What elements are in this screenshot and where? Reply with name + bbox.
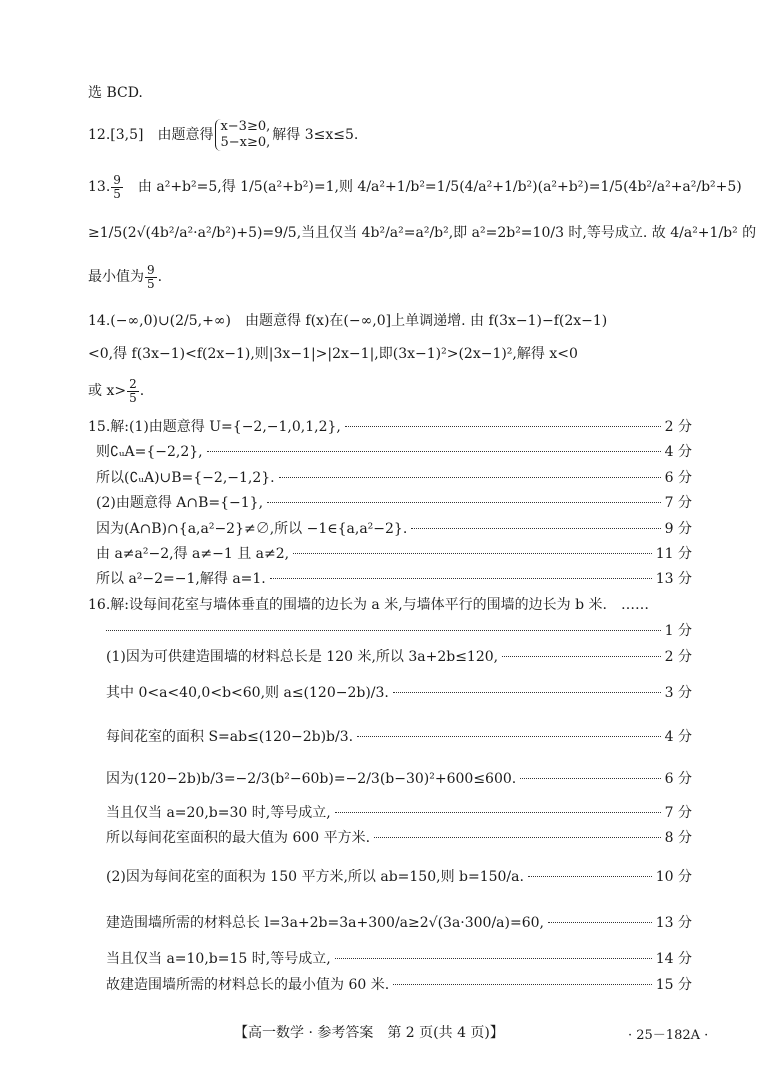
q16-row: (2)因为每间花室的面积为 150 平方米,所以 ab=150,则 b=150/a. 10 分 bbox=[106, 869, 692, 885]
q15-row: 所以 a²−2=−1,解得 a=1. 13 分 bbox=[96, 571, 692, 587]
q16-row: 当且仅当 a=10,b=15 时,等号成立, 14 分 bbox=[106, 951, 692, 967]
q14-line-3: 或 x> $\frac{2}{5}$ . bbox=[88, 376, 145, 405]
q12-line: 12.[3,5] 由题意得 x−3≥0, 5−x≥0, 解得 3≤x≤5. bbox=[88, 119, 359, 150]
q15-row: 由 a≠a²−2,得 a≠−1 且 a≠2, 11 分 bbox=[96, 546, 692, 562]
q15-row: 则∁ᵤA={−2,2}, 4 分 bbox=[96, 444, 692, 460]
q16-intro: 16.解:设每间花室与墙体垂直的围墙的边长为 a 米,与墙体平行的围墙的边长为 b 米. …… bbox=[88, 597, 649, 613]
q16-row: 因为(120−2b)b/3=−2/3(b²−60b)=−2/3(b−30)²+600≤600. 6 分 bbox=[106, 771, 692, 787]
fraction: $\frac{9}{5}$ bbox=[147, 262, 155, 291]
q15-row: 因为(A∩B)∩{a,a²−2}≠∅,所以 −1∈{a,a²−2}. 9 分 bbox=[96, 521, 692, 537]
fraction: $\frac{2}{5}$ bbox=[129, 376, 137, 405]
q16-row: 1 分 bbox=[106, 622, 692, 640]
equation-system: x−3≥0, 5−x≥0, bbox=[215, 119, 270, 151]
q13-line-2: ≥1/5(2√(4b²/a²·a²/b²)+5)=9/5,当且仅当 4b²/a²=a²/b²,即 a²=2b²=10/3 时,等号成立. 故 4/a²+1/b² 的 bbox=[88, 225, 757, 241]
text-line: 选 BCD. bbox=[88, 85, 143, 101]
q16-row: 当且仅当 a=20,b=30 时,等号成立, 7 分 bbox=[106, 805, 692, 821]
q14-line-1: 14.(−∞,0)∪(2/5,+∞) 由题意得 f(x)在(−∞,0]上单调递增. 由 f(3x−1)−f(2x−1) bbox=[88, 313, 608, 329]
q16-row: 每间花室的面积 S=ab≤(120−2b)b/3. 4 分 bbox=[106, 729, 692, 745]
q16-row: 其中 0<a<40,0<b<60,则 a≤(120−2b)/3. 3 分 bbox=[106, 685, 692, 701]
q15-row: 15.解:(1)由题意得 U={−2,−1,0,1,2}, 2 分 bbox=[88, 419, 692, 435]
q16-row: (1)因为可供建造围墙的材料总长是 120 米,所以 3a+2b≤120, 2 分 bbox=[106, 649, 692, 665]
q13-line-3: 最小值为 $\frac{9}{5}$ . bbox=[88, 262, 163, 291]
q16-row: 建造围墙所需的材料总长 l=3a+2b=3a+300/a≥2√(3a·300/a)=60, 13 分 bbox=[106, 915, 692, 931]
q15-row: 所以(∁ᵤA)∪B={−2,−1,2}. 6 分 bbox=[96, 470, 692, 486]
q15-row: (2)由题意得 A∩B={−1}, 7 分 bbox=[96, 495, 692, 511]
q14-line-2: <0,得 f(3x−1)<f(2x−1),则|3x−1|>|2x−1|,即(3x−1)²>(2x−1)²,解得 x<0 bbox=[88, 346, 578, 362]
q16-row: 所以每间花室面积的最大值为 600 平方米. 8 分 bbox=[106, 830, 692, 846]
q13-line-1: 13. $\frac{9}{5}$ 由 a²+b²=5,得 1/5(a²+b²)=1,则 4/a²+1/b²=1/5(4/a²+1/b²)(a²+b²)=1/5(4b²/a²+a²/b²+5) bbox=[88, 172, 742, 201]
page-footer: 【高一数学 · 参考答案 第 2 页(共 4 页)】 bbox=[234, 1025, 504, 1041]
q16-row: 故建造围墙所需的材料总长的最小值为 60 米. 15 分 bbox=[106, 977, 692, 993]
fraction: $\frac{9}{5}$ bbox=[113, 172, 121, 201]
document-code: · 25－182A · bbox=[628, 1028, 709, 1043]
